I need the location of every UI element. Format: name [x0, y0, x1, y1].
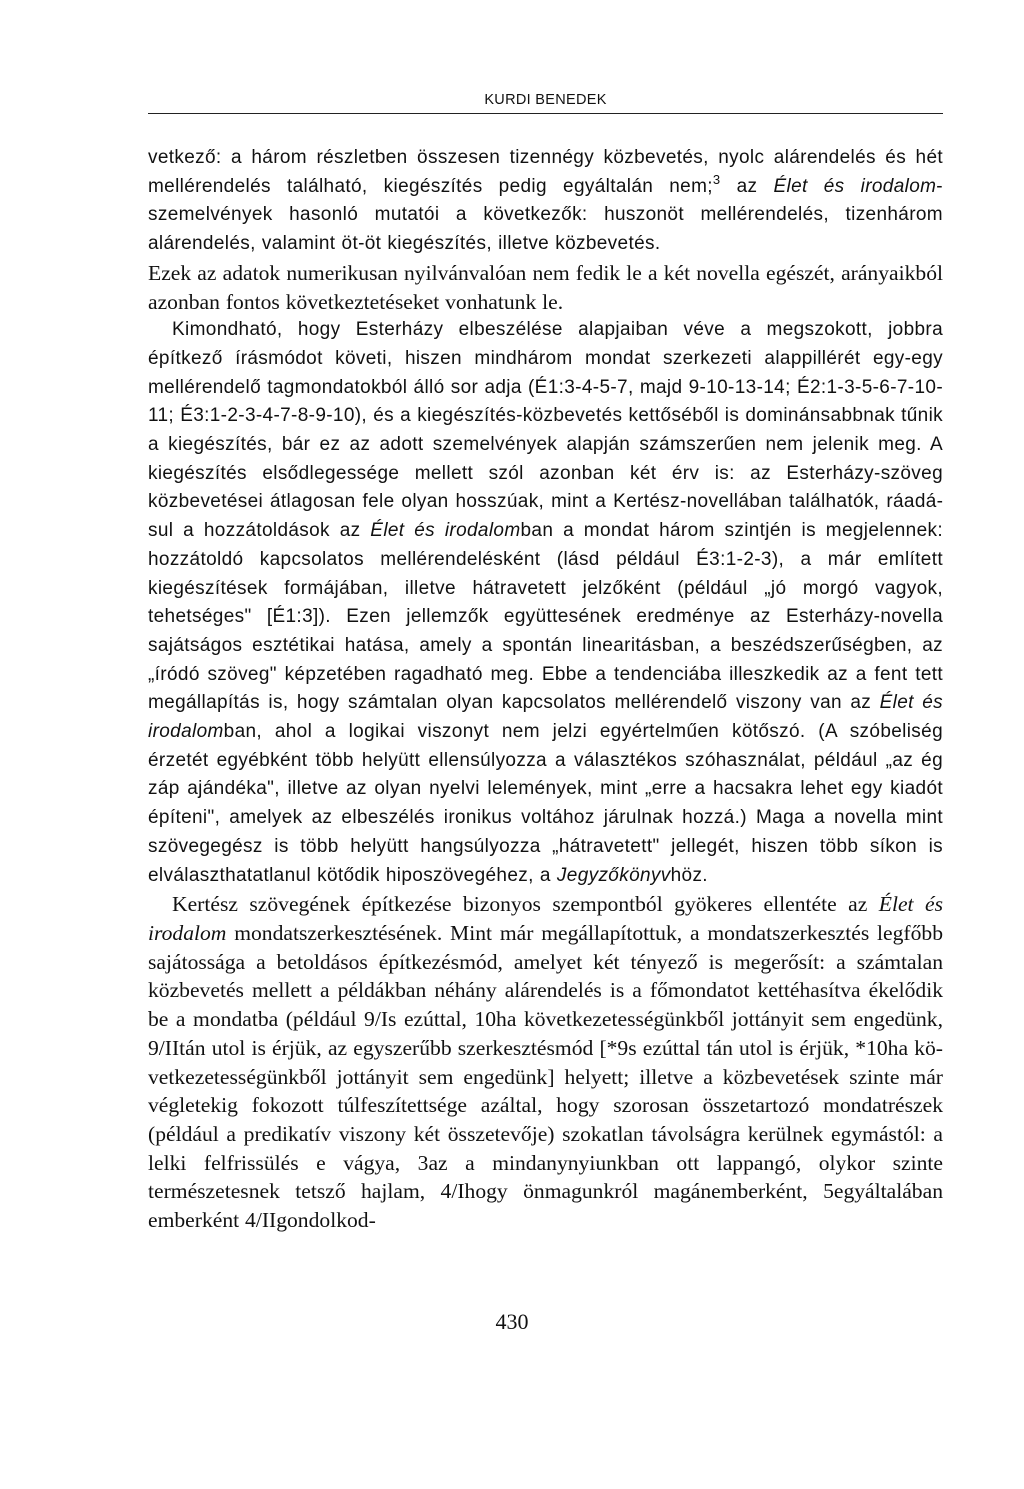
italic-title: Élet és irodalom [148, 892, 943, 945]
italic-title: Jegyzőkönyv [556, 864, 671, 886]
text-run: Kimondható, hogy Esterházy elbeszélése alapjaiban véve a megszokott, jobbra építkező írásmódot követi, hiszen mindhárom mondat szerkezeti alappillérét egy-egy mellérendelő tagmondatokból álló sor adja (É1:3-4-5-7, majd 9-10-13-14; É2:1-3-5-6-7-10-11; É3:1-2-3-4-7-8-9-10), és a kiegészítés-közbevetés kettőséből is dominánsabbnak tűnik a kiegészítés, bár ez az adott szemelvények alapján számszerűen nem jelenik meg. A kiegészítés elsődlegessége mellett szól azonban két érv is: az Esterházy-szöveg közbevetései átlagosan fele olyan hosszúak, mint a Kertész-novellában találhatók, ráadásul a hozzátoldások az [148, 319, 943, 542]
running-head [148, 91, 943, 114]
italic-title: Élet és irodalom [148, 692, 943, 743]
italic-title: Élet és irodalom [773, 175, 937, 197]
body-text [148, 144, 943, 1235]
paragraph-4 [148, 890, 943, 1234]
text-run: vetkező: a három részletben összesen tizennégy közbevetés, nyolc alárendelés és hét mellérendelés található, kiegészítés pedig egyáltalán nem; [148, 147, 943, 197]
paragraph-2 [148, 259, 943, 316]
text-run: ban a mondat három szintjén is megjelennek: hozzátoldó kapcsolatos mellérendelésként (lásd például É3:1-2-3), a már említett kiegészítések formájában, illetve hátravetett jelzőként (például „jó morgó vagyok, tehetséges" [É1:3]). Ezen jellemzők együttesének eredménye az Esterházy-novella sajátságos esztétikai hatása, amely a spontán linearitásban, a beszédszerűségben, az „íródó szöveg" képzetében ragadható meg. Ebbe a tendenciába illeszkedik az a fent tett megállapítás is, hogy számtalan olyan kapcsolatos mellérendelő viszony van az [148, 520, 943, 714]
paragraph-1 [148, 144, 943, 259]
text-run: -szemelvények hasonló mutatói a következők: huszonöt mellérendelés, tizenhárom alárendelés, valamint öt-öt kiegészítés, illetve közbevetés. [148, 175, 943, 255]
text-run: az [720, 175, 774, 197]
footnote-ref: 3 [712, 171, 721, 187]
italic-title: Élet és irodalom [370, 520, 521, 542]
text-run: Ezek az adatok numerikusan nyilvánvalóan nem fedik le a két novella egészét, arányaikból azonban fontos következtetéseket vonhatunk le. [148, 260, 943, 314]
running-head-author: KURDI BENEDEK [484, 92, 607, 108]
text-run: mondatszerkesztésének. Mint már megállapítottuk, a mondatszerkesztés legfőbb sajátossága a betoldásos építkezésmód, amelyet két tényező is megerősít: a számtalan közbevetés mellett a példákban néhány alárendelés is a főmondatot kettéhasítva ékelődik be a mondatba (például 9/Is ezúttal, 10ha következetességünkből jottányit sem engedünk, 9/IItán utol is érjük, az egyszerűbb szerkesztésmód [*9s ezúttal tán utol is érjük, *10ha következetességünkből jottányit sem engedünk] helyett; illetve a közbevetések szinte már végletekig fokozott túlfeszítettsége azáltal, hogy szorosan összetartozó mondatrészek (például a predikatív viszony két összetevője) szokatlan távolságra kerülnek egymástól: a lelki felfrissülés e vágya, 3az a mindanynyiunkban ott lappangó, olykor szinte természetesnek tetsző hajlam, 4/Ihogy önmagunkról magánemberként, 5egyáltalában emberként 4/IIgondolkod- [148, 920, 943, 1233]
text-run: Kertész szövegének építkezése bizonyos szempontból gyökeres ellentéte az [172, 892, 879, 917]
text-run: höz. [670, 864, 708, 886]
page-number: 430 [495, 1309, 529, 1334]
paragraph-3 [148, 316, 943, 890]
text-run: ban, ahol a logikai viszonyt nem jelzi egyértelműen kötőszó. (A szóbeliség érzetét egyébként több helyütt ellensúlyozza a választékos szóhasználat, például „az ég záp ajándéka", illetve az olyan nyelvi lelemények, mint „erre a hacsakra lehet egy kiadót építeni", amelyek az elbeszélés ironikus voltához járulnak hozzá.) Maga a novella mint szövegegész is több helyütt hangsúlyozza „hátravetett" jellegét, hiszen több síkon is elválaszthatatlanul kötődik hiposzövegéhez, a [148, 721, 943, 886]
